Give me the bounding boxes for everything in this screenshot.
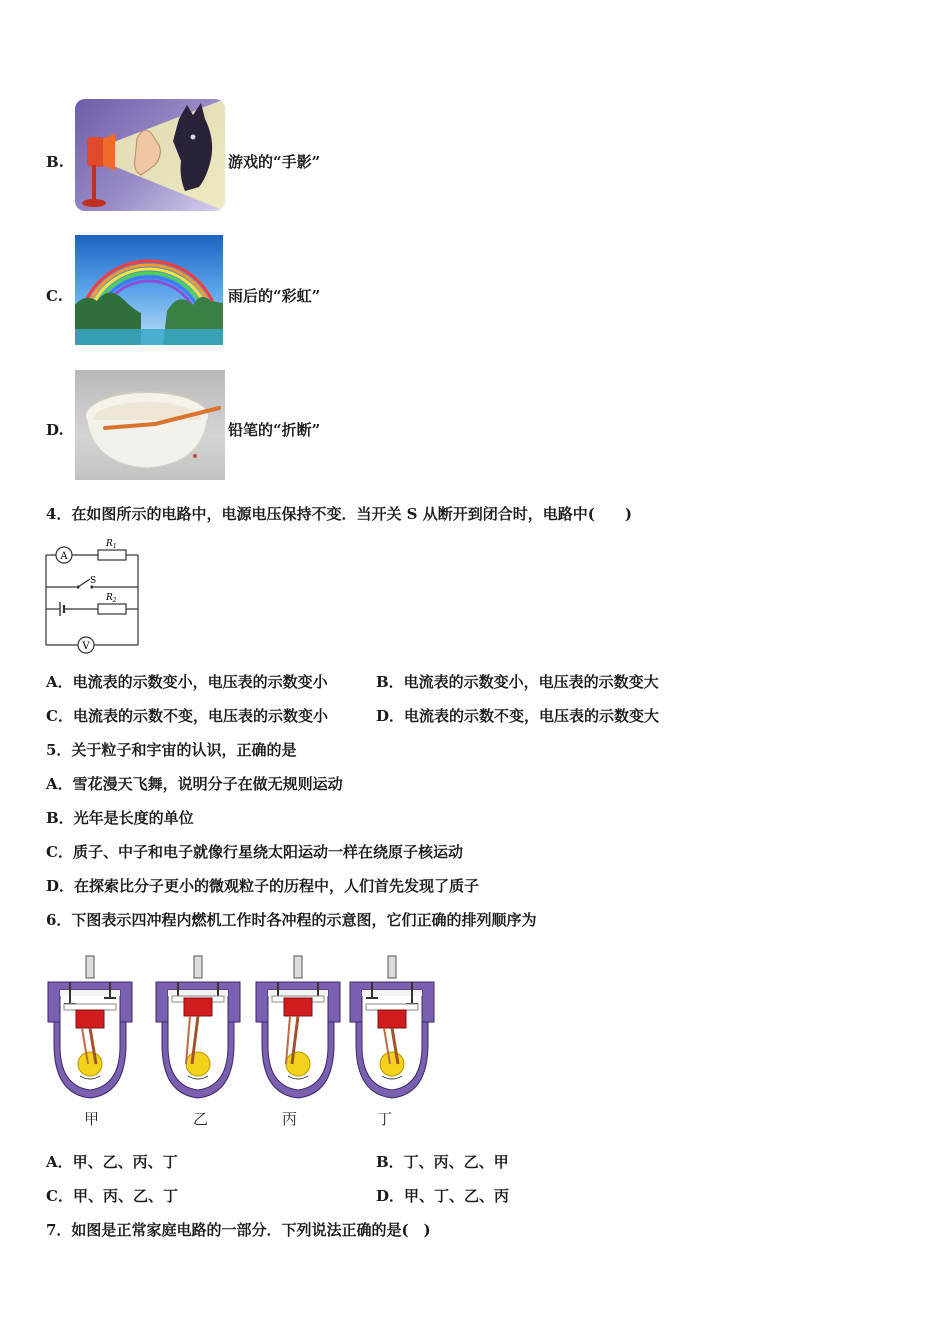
option-c-text: 雨后的“彩虹” [228,287,321,305]
option-b-letter: B. [46,153,64,171]
r1-label: $R_1$ [106,539,117,550]
circuit-diagram [40,535,146,659]
engine-label-jia: 甲 [84,1110,100,1128]
engine-diagram [350,956,434,1098]
q4-option-c: C．电流表的示数不变，电压表的示数变小 [46,707,328,725]
engine-label-bing: 丙 [282,1110,298,1128]
q6-option-a: A．甲、乙、丙、丁 [46,1153,178,1171]
ammeter-symbol [56,547,72,563]
question-5-stem: 5．关于粒子和宇宙的认识，正确的是 [46,741,297,759]
q5-option-a: A．雪花漫天飞舞，说明分子在做无规则运动 [46,775,343,793]
r2-label: $R_2$ [106,593,117,604]
q4-option-d: D．电流表的示数不变，电压表的示数变大 [376,707,660,725]
hand-shadow-photo [75,99,225,211]
resistor-r1 [98,550,126,560]
option-c-letter: C. [46,287,63,305]
option-d-letter: D. [46,421,64,439]
option-d-text: 铅笔的“折断” [228,421,321,439]
engine-strokes-figure [42,952,442,1102]
resistor-r2 [98,604,126,614]
pencil-in-water-photo [75,370,225,480]
voltmeter-label: V [82,641,90,652]
engine-diagram [156,956,240,1098]
q4-option-b: B．电流表的示数变小，电压表的示数变大 [376,673,659,691]
engine-diagram [256,956,340,1098]
q5-option-d: D．在探索比分子更小的微观粒子的历程中，人们首先发现了质子 [46,877,480,895]
q6-option-c: C．甲、丙、乙、丁 [46,1187,178,1205]
q4-option-a: A．电流表的示数变小，电压表的示数变小 [46,673,328,691]
question-6-stem: 6．下图表示四冲程内燃机工作时各冲程的示意图，它们正确的排列顺序为 [46,911,537,929]
pencil-bowl-illustration [75,370,225,480]
engine-label-yi: 乙 [193,1110,209,1128]
switch-s [78,579,90,587]
hand-shadow-illustration [75,99,225,211]
q5-option-b: B．光年是长度的单位 [46,809,194,827]
q5-option-c: C．质子、中子和电子就像行星绕太阳运动一样在绕原子核运动 [46,843,463,861]
q6-option-b: B．丁、丙、乙、甲 [376,1153,509,1171]
rainbow-illustration [75,235,223,345]
q6-option-d: D．甲、丁、乙、丙 [376,1187,510,1205]
voltmeter-symbol [78,637,94,653]
ammeter-label: A [60,551,68,562]
question-7-stem: 7．如图是正常家庭电路的一部分．下列说法正确的是( ) [46,1221,431,1239]
option-b-text: 游戏的“手影” [228,153,321,171]
question-4-stem: 4．在如图所示的电路中，电源电压保持不变．当开关 S 从断开到闭合时，电路中( ) [46,505,632,523]
rainbow-photo [75,235,223,345]
engine-diagram [48,956,132,1098]
engine-label-ding: 丁 [377,1110,393,1128]
switch-label: S [90,576,97,586]
